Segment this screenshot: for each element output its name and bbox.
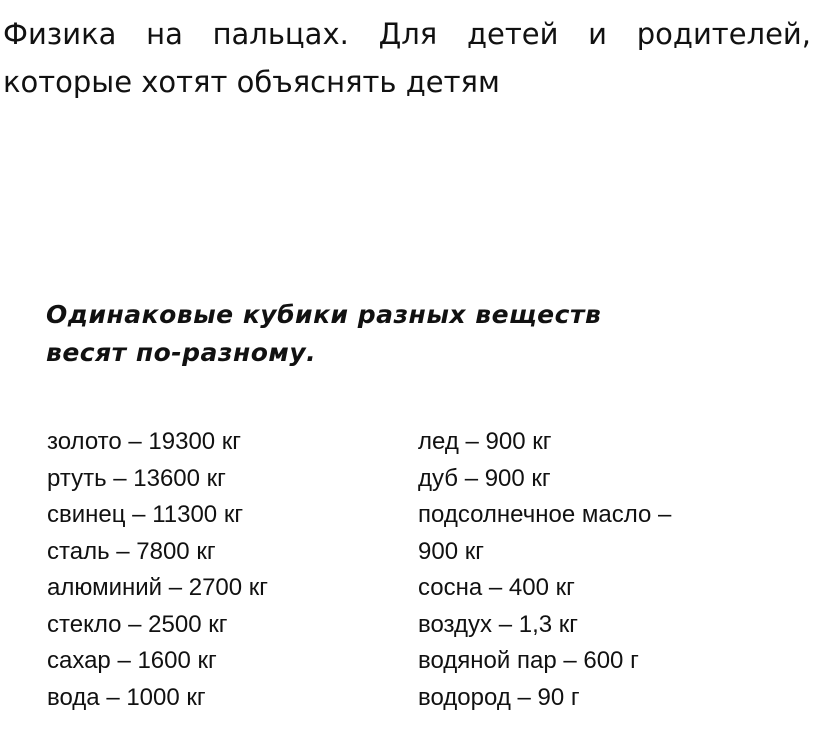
list-item: алюминий – 2700 кг: [47, 574, 269, 601]
title-line-2: которые хотят объяснять детям: [3, 65, 500, 99]
subtitle-line-2: весят по-разному.: [46, 338, 317, 367]
title-word: родителей,: [636, 17, 811, 51]
list-item: сталь – 7800 кг: [47, 537, 216, 565]
list-item: подсолнечное масло –: [418, 501, 672, 528]
list-item: дуб – 900 кг: [418, 464, 551, 492]
subtitle: [46, 296, 746, 372]
title-word: детей: [466, 17, 559, 51]
list-item: стекло – 2500 кг: [47, 610, 228, 638]
list-item: ртуть – 13600 кг: [47, 464, 226, 492]
title-word: Для: [378, 17, 438, 51]
list-item: лед – 900 кг: [418, 428, 552, 455]
list-item: воздух – 1,3 кг: [418, 610, 579, 638]
title-word: Физика: [3, 17, 117, 51]
title-word: и: [588, 17, 608, 51]
list-item: вода – 1000 кг: [47, 683, 206, 711]
title-word: пальцах.: [212, 17, 349, 51]
page-title: [3, 10, 811, 106]
list-item: водяной пар – 600 г: [418, 647, 639, 674]
list-item: 900 кг: [418, 537, 484, 565]
title-word: на: [146, 17, 183, 51]
title-line-1: [3, 10, 811, 58]
subtitle-line-1: Одинаковые кубики разных веществ: [46, 300, 602, 329]
list-item: водород – 90 г: [418, 683, 580, 711]
list-item: золото – 19300 кг: [47, 428, 242, 455]
right-column-list: [418, 424, 671, 716]
list-item: свинец – 11300 кг: [47, 501, 244, 528]
left-column-list: [47, 424, 268, 716]
list-item: сахар – 1600 кг: [47, 647, 217, 674]
list-item: сосна – 400 кг: [418, 574, 575, 601]
